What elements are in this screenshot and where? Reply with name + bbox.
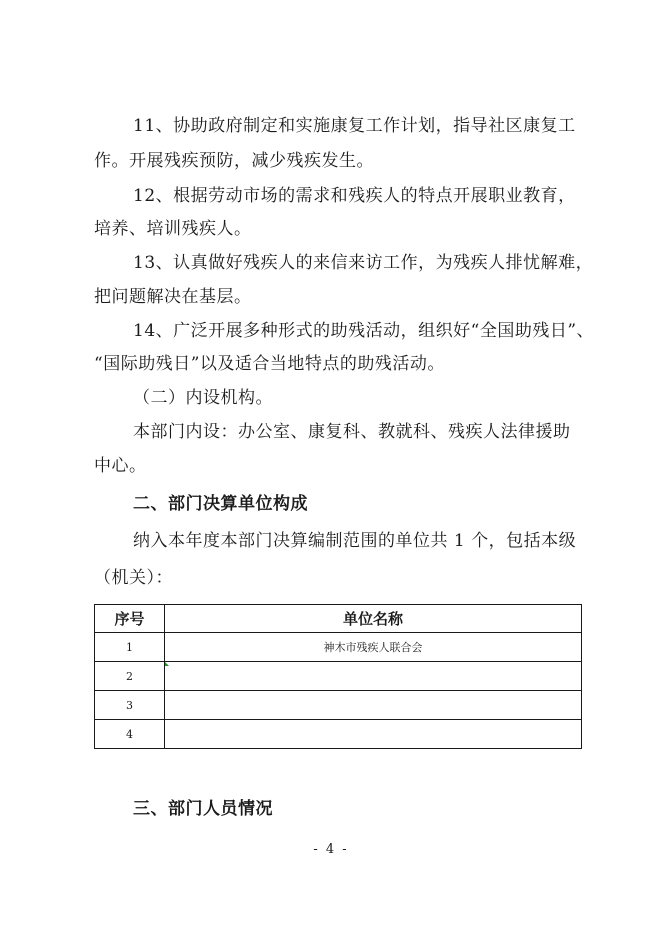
row-unit-name [165,720,582,749]
row-unit-name: 神木市残疾人联合会 [165,633,582,662]
paragraph-14-line-2: “国际助残日”以及适合当地特点的助残活动。 [94,354,445,374]
internal-structure-line-1: 本部门内设：办公室、康复科、教就科、残疾人法律援助 [133,422,571,442]
page-number: - 4 - [313,842,349,857]
column-header-index: 序号 [95,605,165,633]
row-index: 1 [95,633,165,662]
paragraph-13-line-1: 13、认真做好残疾人的来信来访工作，为残疾人排忧解难， [133,253,594,273]
section-3-heading: 三、部门人员情况 [133,799,273,819]
section-2-intro-line-1: 纳入本年度本部门决算编制范围的单位共 1 个，包括本级 [133,531,577,551]
column-header-unit-name: 单位名称 [165,605,582,633]
paragraph-11-line-1: 11、协助政府制定和实施康复工作计划，指导社区康复工 [133,116,576,136]
table-row [95,720,582,749]
paragraph-11-line-2: 作。开展残疾预防，减少残疾发生。 [94,151,374,171]
row-index: 3 [95,691,165,720]
table-row [95,633,582,662]
unit-table [94,604,582,749]
paragraph-14-line-1: 14、广泛开展多种形式的助残活动，组织好“全国助残日”、 [133,321,595,341]
paragraph-13-line-2: 把问题解决在基层。 [94,287,252,307]
paragraph-12-line-2: 培养、培训残疾人。 [94,219,252,239]
section-2-intro-line-2: （机关）： [94,568,173,588]
row-index: 2 [95,662,165,691]
section-2-heading: 二、部门决算单位构成 [133,494,308,514]
table-row [95,691,582,720]
cell-comment-marker [165,662,169,666]
row-unit-name [165,691,582,720]
paragraph-12-line-1: 12、根据劳动市场的需求和残疾人的特点开展职业教育， [133,186,576,206]
internal-structure-line-2: 中心。 [94,456,147,476]
sub-heading-internal-structure: （二）内设机构。 [133,388,273,408]
row-index: 4 [95,720,165,749]
table-header-row [95,605,582,633]
row-unit-name [165,662,582,691]
